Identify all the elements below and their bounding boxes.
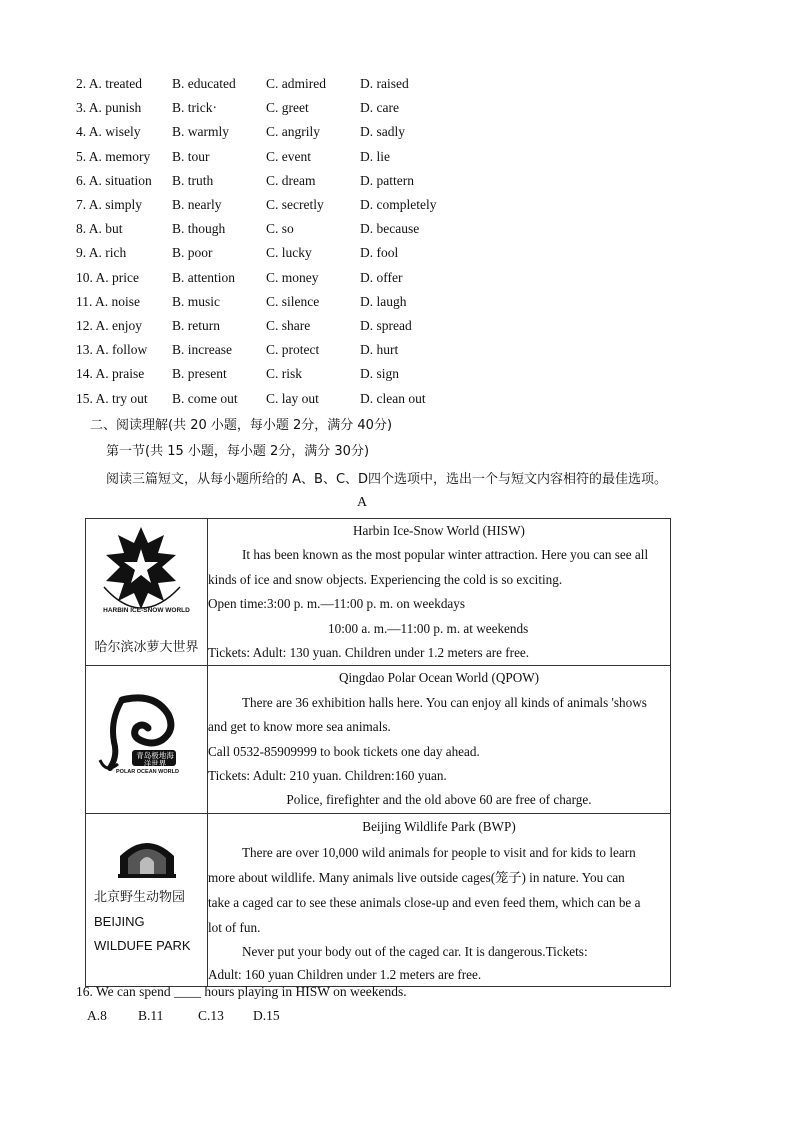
bwp-line6: Adult: 160 yuan Children under 1.2 meters are free. [208, 966, 482, 982]
bwp-arch-logo-icon [118, 834, 176, 878]
question-option-a: 3. A. punish [76, 100, 142, 116]
section-title: 二、阅读理解(共 20 小题，每小题 2分，满分 40分) [90, 418, 393, 433]
question-option-d: D. hurt [360, 342, 399, 358]
question-option-b: B. truth [172, 172, 214, 188]
qpow-title: Qingdao Polar Ocean World (QPOW) [338, 670, 540, 686]
qpow-line5: Police, firefighter and the old above 60 are free of charge. [286, 792, 592, 808]
qpow-whale-logo-icon [92, 690, 192, 790]
hisw-line3: Open time:3:00 p. m.—11:00 p. m. on weekdays [208, 596, 466, 612]
question-option-c: C. lay out [266, 390, 319, 406]
question-option-d: D. offer [360, 269, 403, 285]
question-option-b: B. attention [172, 269, 235, 285]
hisw-snowflake-logo-icon [96, 525, 186, 620]
ads-table [85, 518, 671, 987]
bwp-line3: take a caged car to see these animals close-up and even feed them, which can be a [208, 894, 641, 910]
section-part: 第一节(共 15 小题，每小题 2分，满分 30分) [106, 444, 370, 459]
bwp-caption-en1: BEIJING [94, 913, 145, 929]
ad-row-bwp [86, 813, 671, 986]
question-option-b: B. present [172, 366, 227, 382]
question-option-a: 13. A. follow [76, 342, 148, 358]
question-option-a: 5. A. memory [76, 148, 151, 164]
qpow-line3: Call 0532-85909999 to book tickets one day ahead. [208, 743, 480, 759]
question-option-c: C. angrily [266, 124, 320, 140]
question-option-c: C. so [266, 221, 294, 237]
question-option-a: 10. A. price [76, 269, 139, 285]
question-option-c: C. silence [266, 293, 320, 309]
question-option-a: 7. A. simply [76, 197, 143, 212]
question-option-b: B. nearly [172, 197, 222, 212]
bwp-title: Beijing Wildlife Park (BWP) [362, 818, 516, 834]
bwp-caption-cn: 北京野生动物园 [94, 889, 186, 905]
question-option-d: D. sadly [360, 124, 405, 140]
question-option-d: D. clean out [360, 390, 426, 406]
hisw-text-cell [208, 519, 671, 666]
question-option-b: B. poor [172, 245, 213, 261]
question-option-c: C. share [266, 318, 311, 333]
qpow-line4: Tickets: Adult: 210 yuan. Children:160 yuan. [208, 767, 447, 783]
question-option-d: D. fool [360, 245, 399, 261]
hisw-logo-cell [86, 519, 208, 666]
question-option-a: 9. A. rich [76, 245, 127, 261]
question-option-d: D. because [360, 221, 420, 237]
bwp-line4: lot of fun. [208, 919, 261, 935]
question-option-c: C. dream [266, 172, 316, 188]
qpow-line1: There are 36 exhibition halls here. You can enjoy all kinds of animals 'shows [242, 694, 647, 710]
question-option-b: B. though [172, 221, 226, 237]
question-option-b: B. come out [172, 390, 238, 406]
question-option-c: C. event [266, 148, 311, 164]
question-option-d: D. laugh [360, 293, 407, 309]
qpow-logo-cell [86, 666, 208, 813]
question-option-c: C. admired [266, 76, 326, 91]
question-option-d: D. sign [360, 366, 400, 382]
bwp-logo-cell [86, 813, 208, 986]
question-option-b: B. tour [172, 148, 210, 164]
question-option-a: 12. A. enjoy [76, 318, 142, 333]
ad-row-qpow [86, 666, 671, 813]
q16-option-b: B.11 [138, 1008, 164, 1023]
qpow-text-cell [208, 666, 671, 813]
question-option-c: C. greet [266, 100, 309, 116]
q16-option-a: A.8 [87, 1008, 107, 1023]
hisw-line1: It has been known as the most popular winter attraction. Here you can see all [242, 547, 649, 563]
bwp-caption-en2: WILDUFE PARK [94, 937, 191, 953]
hisw-title: Harbin Ice-Snow World (HISW) [353, 523, 525, 538]
question-option-a: 14. A. praise [76, 366, 145, 382]
question-option-a: 2. A. treated [76, 76, 142, 91]
question-option-d: D. lie [360, 148, 390, 164]
section-instruction: 阅读三篇短文，从每小题所给的 A、B、C、D四个选项中，选出一个与短文内容相符的最佳选项。 [106, 472, 668, 487]
bwp-line1: There are over 10,000 wild animals for people to visit and for kids to learn [242, 844, 636, 860]
question-option-a: 8. A. but [76, 221, 123, 237]
q16-option-c: C.13 [198, 1008, 224, 1023]
question-option-d: D. spread [360, 318, 412, 333]
q16-stem: 16. We can spend ____ hours playing in HISW on weekends. [76, 984, 407, 999]
qpow-line2: and get to know more sea animals. [208, 719, 391, 735]
question-option-a: 11. A. noise [76, 293, 140, 309]
passage-label: A [357, 495, 368, 510]
bwp-line5: Never put your body out of the caged car. It is dangerous.Tickets: [242, 943, 588, 959]
bwp-line2: more about wildlife. Many animals live outside cages(笼子) in nature. You can [208, 869, 625, 885]
question-option-c: C. secretly [266, 197, 324, 212]
bwp-text-cell [208, 813, 671, 986]
question-option-b: B. trick· [172, 100, 217, 116]
qpow-logo-text: POLAR OCEAN WORLD [116, 769, 179, 776]
hisw-logo-text: HARBIN ICE-SNOW WORLD [103, 607, 190, 614]
question-option-a: 15. A. try out [76, 390, 148, 406]
question-option-a: 4. A. wisely [76, 124, 141, 140]
question-option-b: B. music [172, 293, 221, 309]
hisw-line5: Tickets: Adult: 130 yuan. Children under 1.2 meters are free. [208, 644, 530, 660]
question-option-d: D. completely [360, 197, 437, 212]
question-option-d: D. care [360, 100, 399, 116]
question-option-c: C. protect [266, 342, 320, 358]
question-option-c: C. lucky [266, 245, 312, 261]
q16-option-d: D.15 [253, 1008, 280, 1023]
question-option-d: D. raised [360, 76, 409, 91]
hisw-caption: 哈尔滨冰萝大世界 [94, 640, 199, 655]
question-option-c: C. risk [266, 366, 303, 382]
question-option-b: B. educated [172, 76, 236, 91]
question-option-c: C. money [266, 269, 319, 285]
question-option-a: 6. A. situation [76, 172, 152, 188]
question-option-b: B. return [172, 318, 220, 333]
question-option-d: D. pattern [360, 172, 414, 188]
ad-row-hisw [86, 519, 671, 666]
qpow-logo-cn: 青岛极地海洋世界 [136, 751, 174, 769]
question-option-b: B. warmly [172, 124, 229, 140]
hisw-line4: 10:00 a. m.—11:00 p. m. at weekends [328, 620, 529, 636]
hisw-line2: kinds of ice and snow objects. Experiencing the cold is so exciting. [208, 571, 563, 587]
question-option-b: B. increase [172, 342, 232, 358]
